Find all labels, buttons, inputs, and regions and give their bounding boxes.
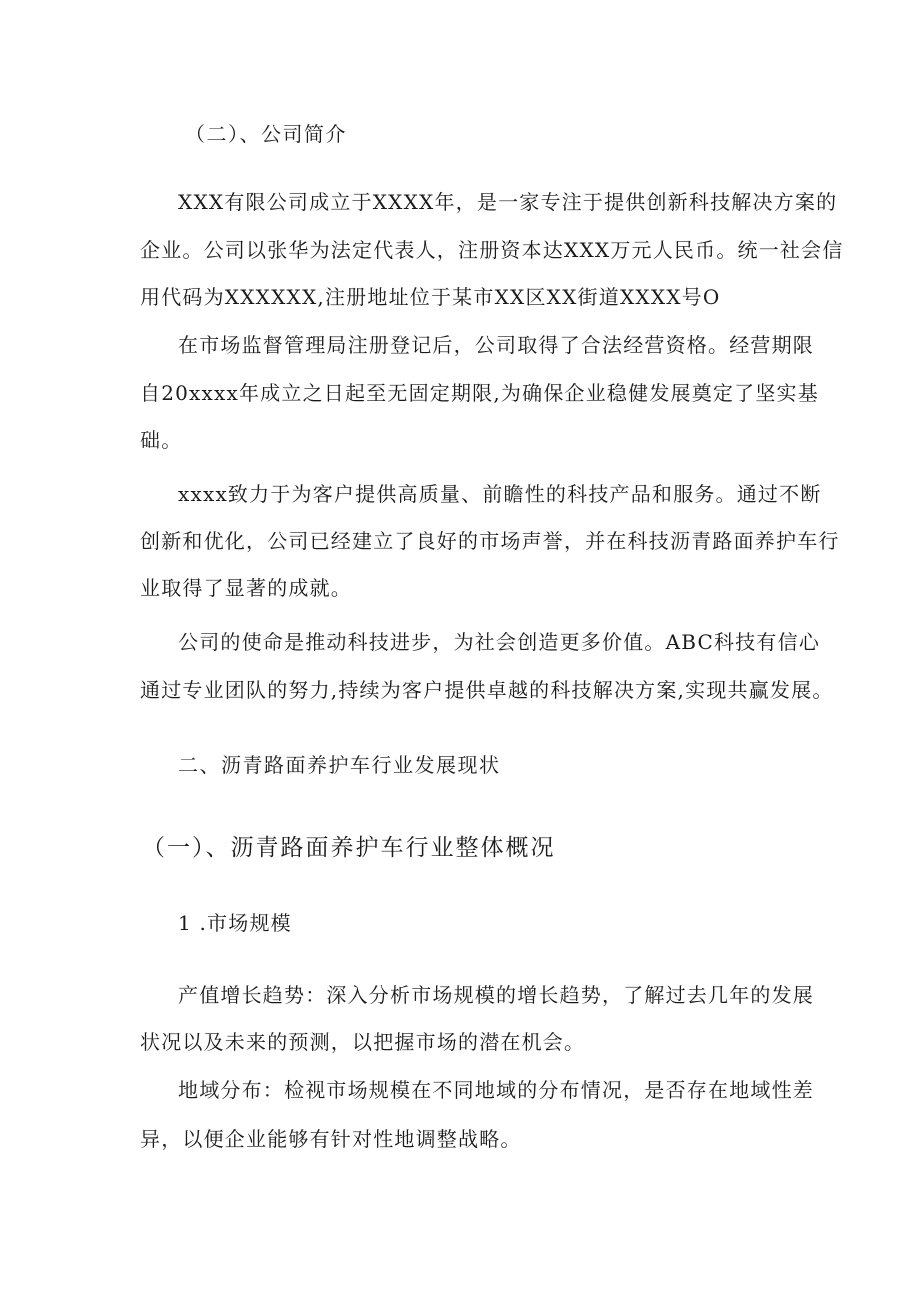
market-paragraph-1-line-1: 产值增长趋势：深入分析市场规模的增长趋势，了解过去几年的发展: [178, 983, 814, 1007]
intro-paragraph-1-line-3: 用代码为XXXXXX,注册地址位于某市XX区XX街道XXXX号O: [140, 285, 721, 309]
market-paragraph-1-line-2: 状况以及未来的预测，以把握市场的潜在机会。: [140, 1030, 586, 1054]
intro-paragraph-2-line-2: 自20xxxx年成立之日起至无固定期限,为确保企业稳健发展奠定了坚实基: [140, 381, 819, 405]
intro-paragraph-3-line-3: 业取得了显著的成就。: [140, 576, 352, 600]
intro-paragraph-2-line-1: 在市场监督管理局注册登记后，公司取得了合法经营资格。经营期限: [178, 333, 814, 357]
company-intro-heading: （二）、公司简介: [185, 122, 347, 146]
intro-paragraph-3-line-1: xxxx致力于为客户提供高质量、前瞻性的科技产品和服务。通过不断: [178, 482, 822, 506]
industry-status-heading: 二、沥青路面养护车行业发展现状: [178, 753, 501, 777]
intro-paragraph-1-line-2: 企业。公司以张华为法定代表人，注册资本达XXX万元人民币。统一社会信: [140, 238, 844, 262]
intro-paragraph-3-line-2: 创新和优化，公司已经建立了良好的市场声誉，并在科技沥青路面养护车行: [140, 529, 840, 553]
industry-overview-heading: （一）、沥青路面养护车行业整体概况: [142, 835, 556, 861]
intro-paragraph-2-line-3: 础。: [140, 428, 183, 452]
market-paragraph-2-line-1: 地域分布：检视市场规模在不同地域的分布情况，是否存在地域性差: [178, 1078, 814, 1102]
intro-paragraph-4-line-2: 通过专业团队的努力,持续为客户提供卓越的科技解决方案,实现共赢发展。: [140, 678, 834, 702]
market-size-heading: 1 .市场规模: [178, 911, 292, 935]
intro-paragraph-1-line-1: XXX有限公司成立于XXXX年，是一家专注于提供创新科技解决方案的: [178, 190, 838, 214]
intro-paragraph-4-line-1: 公司的使命是推动科技进步，为社会创造更多价值。ABC科技有信心: [178, 630, 821, 654]
market-paragraph-2-line-2: 异，以便企业能够有针对性地调整战略。: [140, 1127, 522, 1151]
